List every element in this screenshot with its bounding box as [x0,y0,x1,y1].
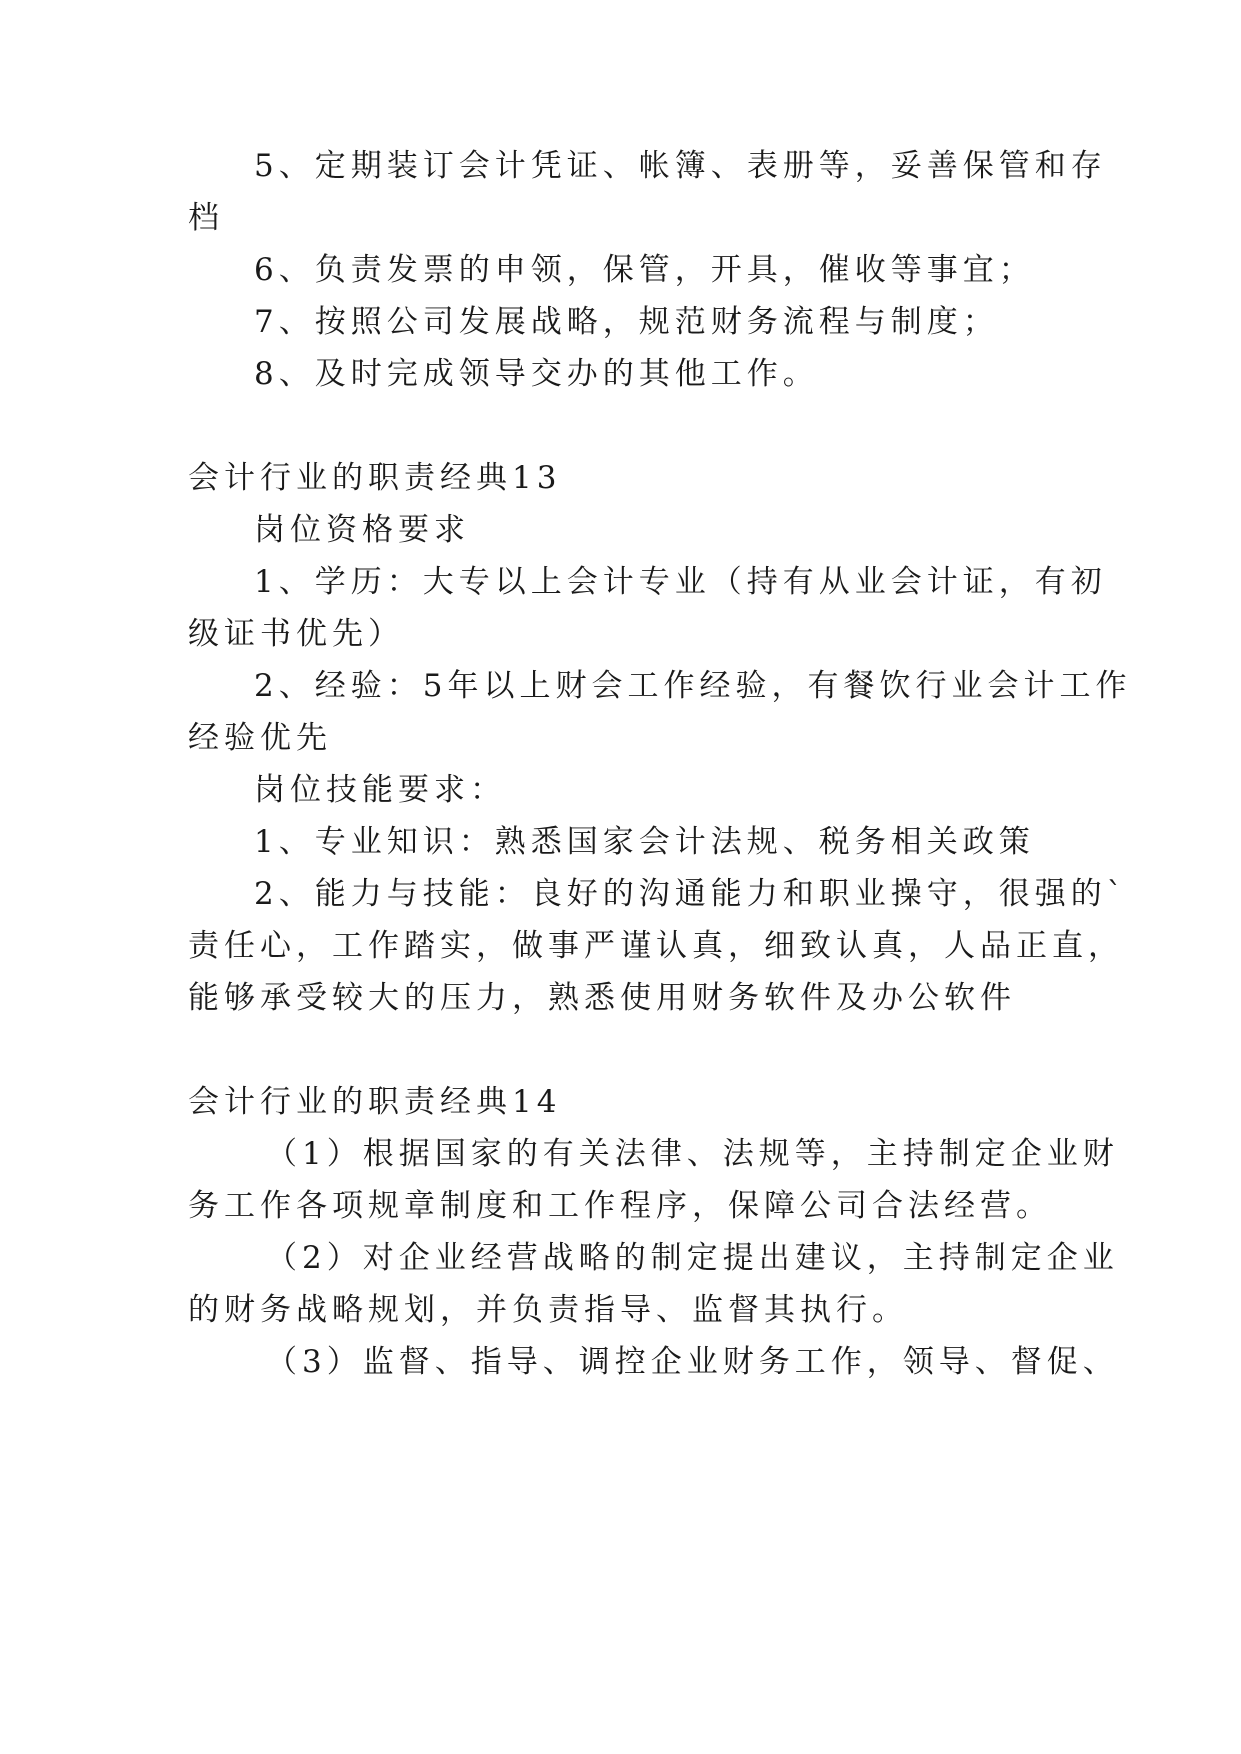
list-item-8: 8、及时完成领导交办的其他工作。 [254,356,819,392]
document-page [188,0,1132,1754]
qualification-2-line2: 经验优先 [188,720,332,756]
section-title-14: 会计行业的职责经典14 [188,1084,562,1120]
subheading-qualification: 岗位资格要求 [254,512,470,548]
qualification-1-line2: 级证书优先） [188,616,404,652]
skill-2-line3: 能够承受较大的压力，熟悉使用财务软件及办公软件 [188,980,1016,1016]
list-item-7: 7、按照公司发展战略，规范财务流程与制度； [254,304,999,340]
qualification-2-line1: 2、经验：5年以上财会工作经验，有餐饮行业会计工作 [254,668,1132,704]
skill-1: 1、专业知识：熟悉国家会计法规、税务相关政策 [254,824,1035,860]
list-item-6: 6、负责发票的申领，保管，开具，催收等事宜； [254,252,1035,288]
duty-1-line2: 务工作各项规章制度和工作程序，保障公司合法经营。 [188,1188,1052,1224]
skill-2-line1: 2、能力与技能：良好的沟通能力和职业操守，很强的` [254,876,1128,912]
list-item-5-line1: 5、定期装订会计凭证、帐簿、表册等，妥善保管和存 [254,148,1107,184]
duty-3-line1: （3）监督、指导、调控企业财务工作，领导、督促、 [266,1344,1119,1380]
list-item-5-line2: 档 [188,200,224,236]
duty-1-line1: （1）根据国家的有关法律、法规等，主持制定企业财 [266,1136,1119,1172]
skill-2-line2: 责任心，工作踏实，做事严谨认真，细致认真，人品正直， [188,928,1124,964]
section-title-13: 会计行业的职责经典13 [188,460,562,496]
subheading-skills: 岗位技能要求： [254,772,506,808]
duty-2-line1: （2）对企业经营战略的制定提出建议，主持制定企业 [266,1240,1119,1276]
duty-2-line2: 的财务战略规划，并负责指导、监督其执行。 [188,1292,908,1328]
qualification-1-line1: 1、学历：大专以上会计专业（持有从业会计证，有初 [254,564,1107,600]
